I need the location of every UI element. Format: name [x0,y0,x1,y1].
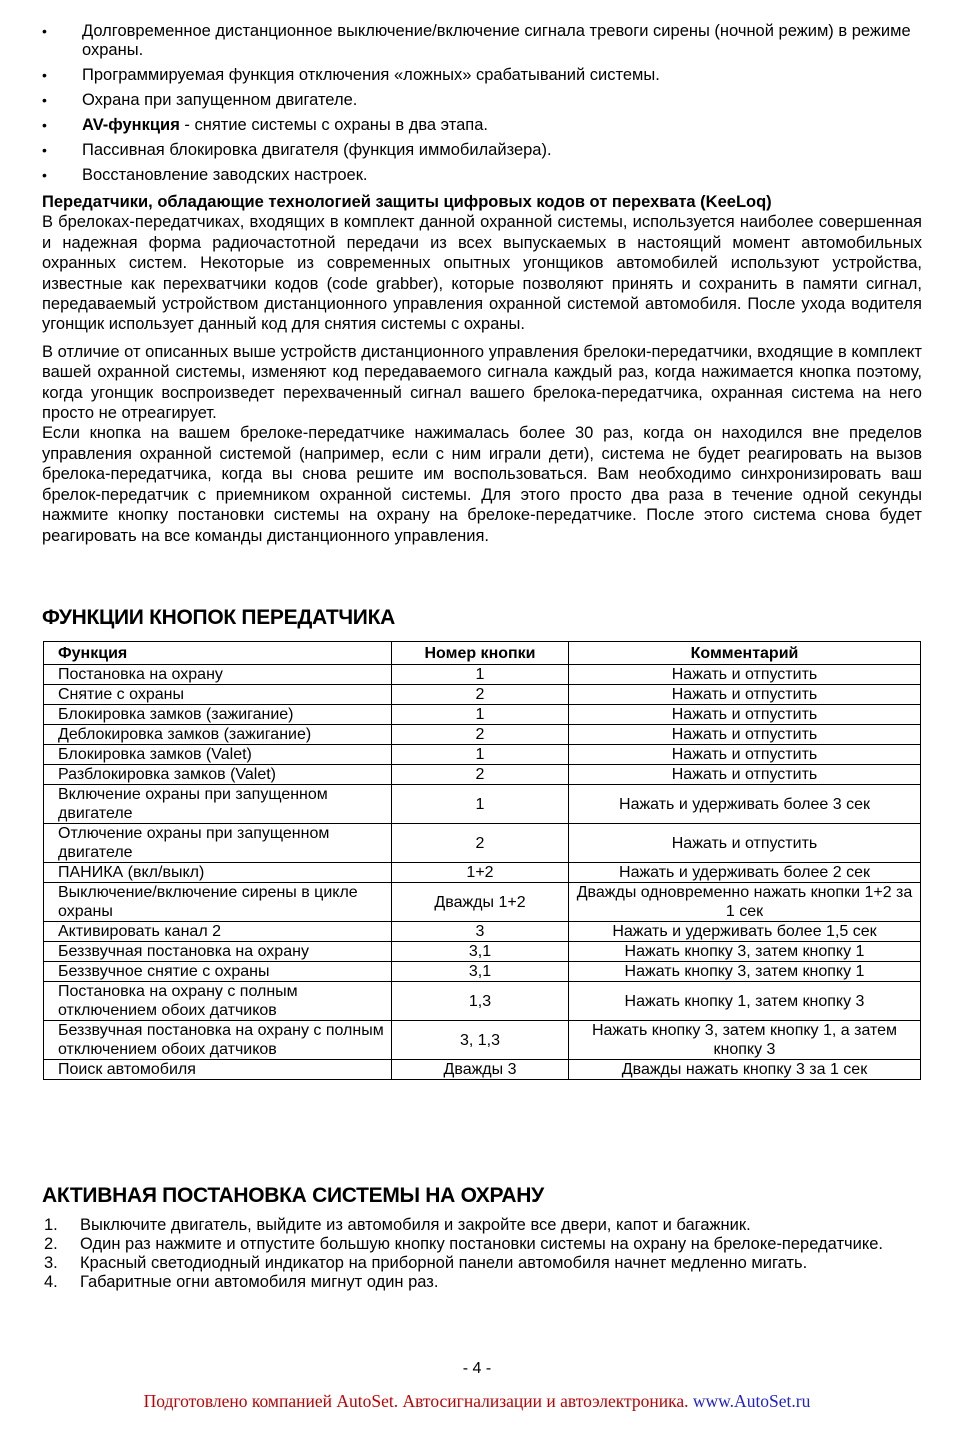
function-cell: Беззвучная постановка на охрану с полным отключением обоих датчиков [44,1021,392,1060]
table-row [44,863,921,883]
active-arm-heading: АКТИВНАЯ ПОСТАНОВКА СИСТЕМЫ НА ОХРАНУ [42,1184,544,1207]
button-number-cell: 2 [392,685,569,705]
function-cell: Постановка на охрану с полным отключением обоих датчиков [44,982,392,1021]
bullet-icon: • [42,92,47,108]
column-header: Номер кнопки [392,642,569,665]
feature-item: • Пассивная блокировка двигателя (функция иммобилайзера). [42,141,552,159]
table-row [44,922,921,942]
button-number-cell: 3,1 [392,962,569,982]
button-number-cell: 1 [392,785,569,824]
feature-item: • AV-функция - снятие системы с охраны в два этапа. [42,116,488,134]
function-cell: Поиск автомобиля [44,1060,392,1080]
feature-list [42,22,922,191]
column-header: Функция [44,642,392,665]
bullet-icon: • [42,117,47,133]
step-item: 4. Габаритные огни автомобиля мигнут один раз. [44,1273,439,1291]
table-row [44,824,921,863]
comment-cell: Нажать и удерживать более 2 сек [569,863,921,883]
button-number-cell: 2 [392,824,569,863]
table-row [44,705,921,725]
comment-cell: Нажать и отпустить [569,705,921,725]
bullet-icon: • [42,23,47,39]
table-row [44,1021,921,1060]
table-row [44,883,921,922]
table-row [44,665,921,685]
keeloq-paragraph: В отличие от описанных выше устройств дистанционного управления брелоки-передатчики, входящие в комплект вашей охранной системы, изменяют код передаваемого сигнала каждый раз, когда нажимается кнопка поэтому, когда угонщик воспроизведет перехваченный сигнал вашего брелока-передатчика, охранная система на него просто не отреагирует. [42,342,922,423]
comment-cell: Нажать кнопку 3, затем кнопку 1, а затем кнопку 3 [569,1021,921,1060]
footer-credit [0,1391,954,1412]
button-number-cell: Дважды 1+2 [392,883,569,922]
keeloq-paragraph: В брелоках-передатчиках, входящих в комплект данной охранной системы, используется наиболее совершенная и надежная форма радиочастотной передачи из всех выпускаемых в настоящий момент автомобильных охранных систем. Некоторые из современных опытных угонщиков автомобилей используют устройства, известные как перехватчики кодов (code grabber), которые позволяют принять и сохранить в памяти сигнал, передаваемый устройством дистанционного управления охранной системой автомобиля. После ухода водителя угонщик использует данный код для снятия системы с охраны. [42,213,922,334]
comment-cell: Нажать и удерживать более 1,5 сек [569,922,921,942]
function-cell: Беззвучное снятие с охраны [44,962,392,982]
table-row [44,785,921,824]
comment-cell: Нажать и отпустить [569,685,921,705]
function-cell: Постановка на охрану [44,665,392,685]
button-number-cell: 1,3 [392,982,569,1021]
table-row [44,982,921,1021]
comment-cell: Нажать кнопку 1, затем кнопку 3 [569,982,921,1021]
table-row [44,962,921,982]
feature-item: • Восстановление заводских настроек. [42,166,368,184]
button-number-cell: 1 [392,705,569,725]
comment-cell: Нажать и удерживать более 3 сек [569,785,921,824]
comment-cell: Нажать и отпустить [569,824,921,863]
step-number: 1. [44,1216,58,1234]
button-number-cell: 1+2 [392,863,569,883]
keeloq-section [42,192,922,546]
comment-cell: Дважды одновременно нажать кнопки 1+2 за 1 сек [569,883,921,922]
feature-item: • Охрана при запущенном двигателе. [42,91,358,109]
keeloq-heading: Передатчики, обладающие технологией защиты цифровых кодов от перехвата (KeeLoq) [42,193,772,211]
comment-cell: Нажать и отпустить [569,765,921,785]
table-row [44,1060,921,1080]
button-number-cell: 3 [392,922,569,942]
comment-cell: Нажать и отпустить [569,665,921,685]
step-item: 1. Выключите двигатель, выйдите из автомобиля и закройте все двери, капот и багажник. [44,1216,751,1234]
table-row [44,745,921,765]
function-cell: Активировать канал 2 [44,922,392,942]
functions-heading: ФУНКЦИИ КНОПОК ПЕРЕДАТЧИКА [42,606,395,629]
comment-cell: Нажать кнопку 3, затем кнопку 1 [569,942,921,962]
button-number-cell: Дважды 3 [392,1060,569,1080]
button-number-cell: 3,1 [392,942,569,962]
function-cell: Включение охраны при запущенном двигателе [44,785,392,824]
comment-cell: Нажать и отпустить [569,725,921,745]
table-row [44,942,921,962]
function-cell: Деблокировка замков (зажигание) [44,725,392,745]
footer-text: Подготовлено компанией AutoSet. Автосигнализации и автоэлектроника. [143,1391,693,1411]
step-number: 3. [44,1254,58,1272]
functions-table [43,641,921,1080]
bullet-icon: • [42,67,47,83]
page-number: - 4 - [462,1360,492,1377]
feature-item: • Программируемая функция отключения «ложных» срабатываний системы. [42,66,660,84]
function-cell: Снятие с охраны [44,685,392,705]
table-body [44,665,921,1080]
bullet-icon: • [42,142,47,158]
table-row [44,685,921,705]
step-item: 2. Один раз нажмите и отпустите большую кнопку постановки системы на охрану на брелоке-передатчике. [44,1235,884,1253]
bullet-icon: • [42,167,47,183]
footer-link[interactable]: www.AutoSet.ru [692,1391,811,1411]
function-cell: Разблокировка замков (Valet) [44,765,392,785]
step-number: 2. [44,1235,58,1253]
comment-cell: Нажать и отпустить [569,745,921,765]
feature-item: • Долговременное дистанционное выключение/включение сигнала тревоги сирены (ночной режим) в режиме охраны. [42,22,911,59]
step-number: 4. [44,1273,58,1291]
function-cell: ПАНИКА (вкл/выкл) [44,863,392,883]
table-row [44,725,921,745]
button-number-cell: 2 [392,765,569,785]
button-number-cell: 3, 1,3 [392,1021,569,1060]
button-number-cell: 1 [392,745,569,765]
function-cell: Блокировка замков (Valet) [44,745,392,765]
comment-cell: Дважды нажать кнопку 3 за 1 сек [569,1060,921,1080]
button-number-cell: 2 [392,725,569,745]
comment-cell: Нажать кнопку 3, затем кнопку 1 [569,962,921,982]
function-cell: Блокировка замков (зажигание) [44,705,392,725]
keeloq-paragraph: Если кнопка на вашем брелоке-передатчике нажималась более 30 раз, когда он находился вне пределов управления охранной системой (например, если с ним играли дети), система не будет реагировать на вызов брелока-передатчика, когда вы снова решите им воспользоваться. Вам необходимо синхронизировать ваш брелок-передатчик с приемником охранной системы. Для этого просто два раза в течение одной секунды нажмите кнопку постановки системы на охрану на брелоке-передатчике. После этого система снова будет реагировать на все команды дистанционного управления. [42,424,922,545]
column-header: Комментарий [569,642,921,665]
function-cell: Беззвучная постановка на охрану [44,942,392,962]
table-header-row [44,642,921,665]
step-item: 3. Красный светодиодный индикатор на приборной панели автомобиля начнет медленно мигать. [44,1254,808,1272]
table-row [44,765,921,785]
button-number-cell: 1 [392,665,569,685]
function-cell: Отлючение охраны при запущенном двигателе [44,824,392,863]
function-cell: Выключение/включение сирены в цикле охраны [44,883,392,922]
arm-steps-list [42,1216,922,1292]
